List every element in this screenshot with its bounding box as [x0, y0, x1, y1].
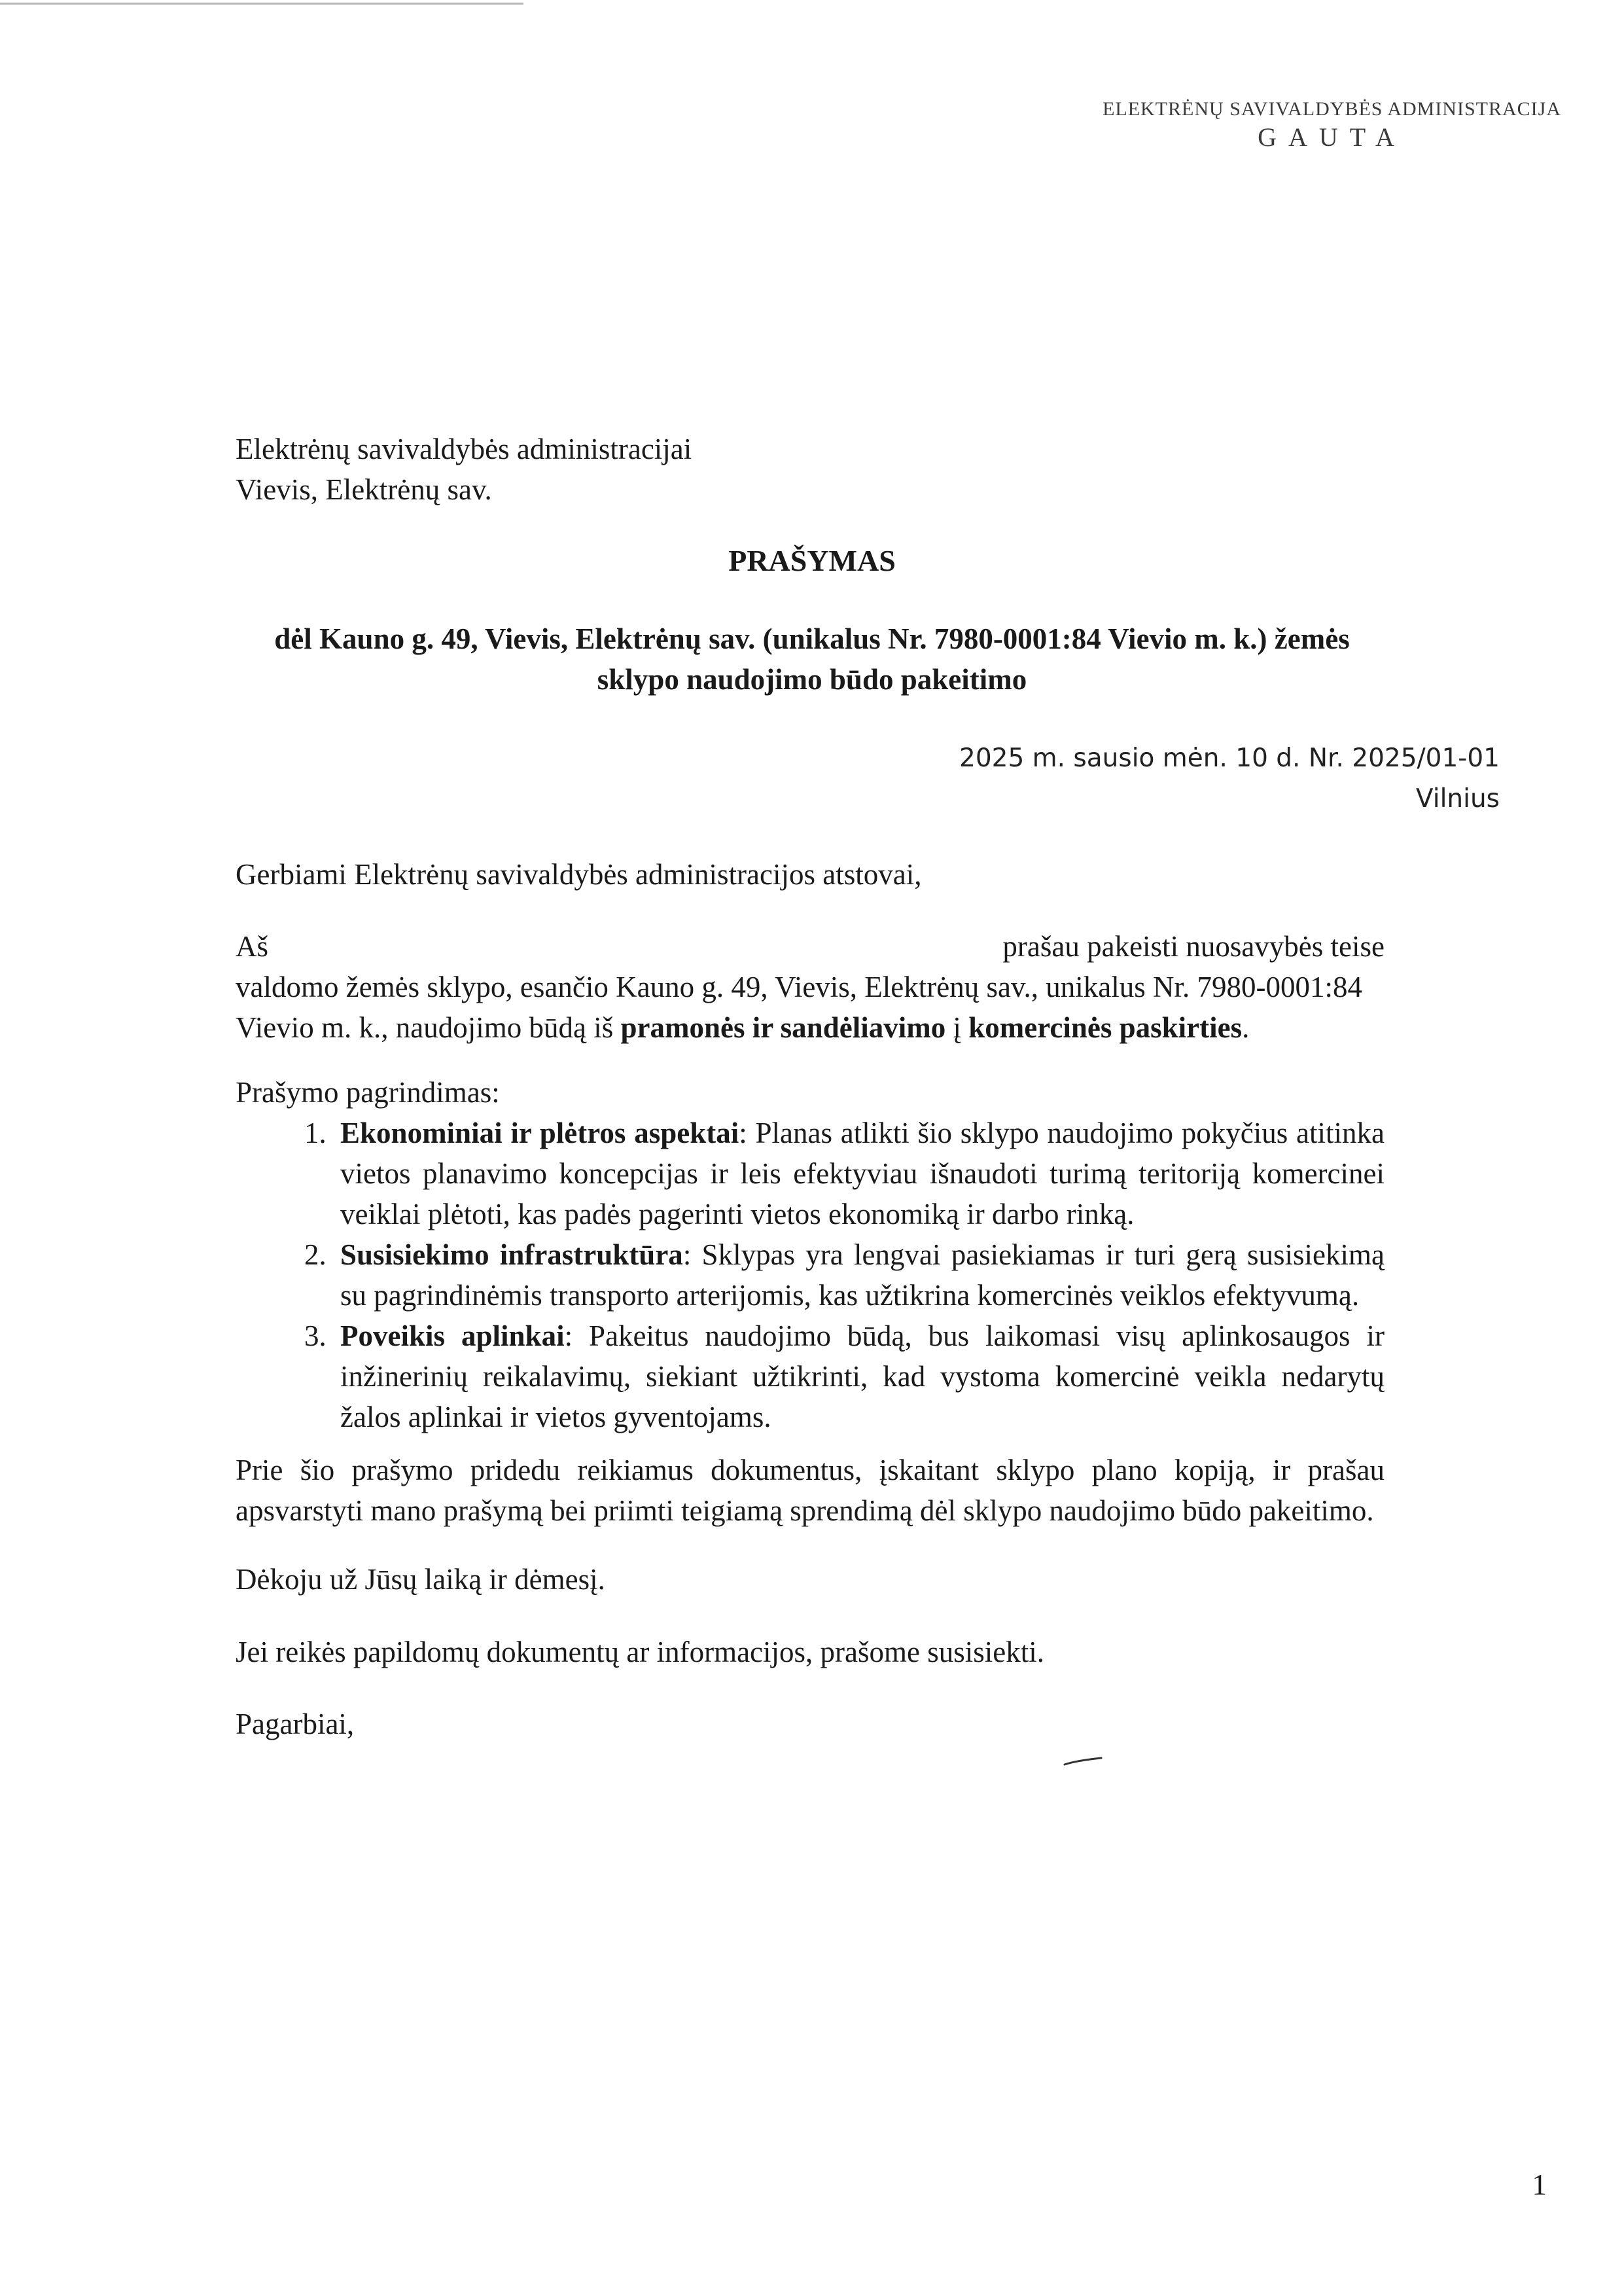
- closing: Pagarbiai,: [236, 1708, 355, 1740]
- thanks-paragraph: Dėkoju už Jūsų laiką ir dėmesį.: [236, 1563, 605, 1596]
- attachments-paragraph: Prie šio prašymo pridedu reikiamus dokumentus, įskaitant sklypo plano kopiją, ir prašau apsvarstyti mano prašymą bei priimti teigiamą sprendimą dėl sklypo naudojimo būdo pakeitimo.: [236, 1454, 1385, 1527]
- request-line-2: valdomo žemės sklypo, esančio Kauno g. 49, Vievis, Elektrėnų sav., unikalus Nr. 7980-0001:84: [236, 971, 1363, 1003]
- request-line-1: [236, 926, 1385, 967]
- current-land-use: pramonės ir sandėliavimo: [620, 1011, 946, 1044]
- request-line-1-end: prašau pakeisti nuosavybės teise: [1002, 930, 1385, 963]
- document-title: PRAŠYMAS: [728, 544, 896, 577]
- requested-land-use: komercinės paskirties: [968, 1011, 1243, 1044]
- date-number-block: [959, 738, 1500, 819]
- addressee-location: Vievis, Elektrėnų sav.: [236, 473, 492, 506]
- list-item-text: : Pakeitus naudojimo būdą, bus laikomasi visų aplinkosaugos ir inžinerinių reikalavimų, siekiant užtikrinti, kad vystoma komercinė veikla nedarytų žalos aplinkai ir vietos gyventojams.: [340, 1319, 1385, 1433]
- request-line-3-start: Vievio m. k., naudojimo būdą iš: [236, 1011, 621, 1044]
- list-item-title: Poveikis aplinkai: [340, 1319, 565, 1352]
- request-paragraph: [236, 926, 1385, 1048]
- stamp-institution: ELEKTRĖNŲ SAVIVALDYBĖS ADMINISTRACIJA: [1103, 98, 1561, 120]
- request-line-3-end: .: [1242, 1011, 1250, 1044]
- justification-heading: Prašymo pagrindimas:: [236, 1076, 500, 1109]
- date-and-number: 2025 m. sausio mėn. 10 d. Nr. 2025/01-01: [959, 744, 1500, 773]
- subject-line-2: sklypo naudojimo būdo pakeitimo: [597, 663, 1027, 696]
- greeting: Gerbiami Elektrėnų savivaldybės administracijos atstovai,: [236, 858, 922, 891]
- justification-list: [236, 1113, 1385, 1437]
- subject-line-1: dėl Kauno g. 49, Vievis, Elektrėnų sav. (unikalus Nr. 7980-0001:84 Vievio m. k.) žemės: [274, 622, 1350, 655]
- addressee-block: [236, 429, 692, 510]
- request-line-3: [236, 1007, 1385, 1048]
- request-connector: į: [945, 1011, 969, 1044]
- list-item-title: Ekonominiai ir plėtros aspektai: [340, 1117, 739, 1149]
- page-number: 1: [1532, 2168, 1547, 2201]
- document-subject: [0, 619, 1624, 700]
- received-stamp: [1103, 98, 1561, 152]
- scan-edge-line: [0, 3, 523, 5]
- request-start: Aš: [236, 930, 269, 963]
- list-item: [334, 1113, 1385, 1234]
- list-item: [334, 1316, 1385, 1437]
- signature-mark: [1063, 1749, 1103, 1775]
- stamp-received: GAUTA: [1258, 122, 1406, 152]
- contact-paragraph: Jei reikės papildomų dokumentų ar informacijos, prašome susisiekti.: [236, 1636, 1045, 1668]
- place: Vilnius: [1415, 784, 1500, 814]
- justification-section: [236, 1072, 1385, 1437]
- list-item-title: Susisiekimo infrastruktūra: [340, 1238, 683, 1271]
- list-item-text: : Sklypas yra lengvai pasiekiamas ir turi gerą susisiekimą su pagrindinėmis transporto arterijomis, kas užtikrina komercinės veiklos efektyvumą.: [340, 1238, 1385, 1312]
- addressee-name: Elektrėnų savivaldybės administracijai: [236, 433, 692, 465]
- list-item-text: : Planas atlikti šio sklypo naudojimo pokyčius atitinka vietos planavimo koncepcijas ir leis efektyviau išnaudoti turimą teritoriją komercinei veiklai plėtoti, kas padės pagerinti vietos ekonomiką ir darbo rinką.: [340, 1117, 1385, 1230]
- list-item: [334, 1234, 1385, 1316]
